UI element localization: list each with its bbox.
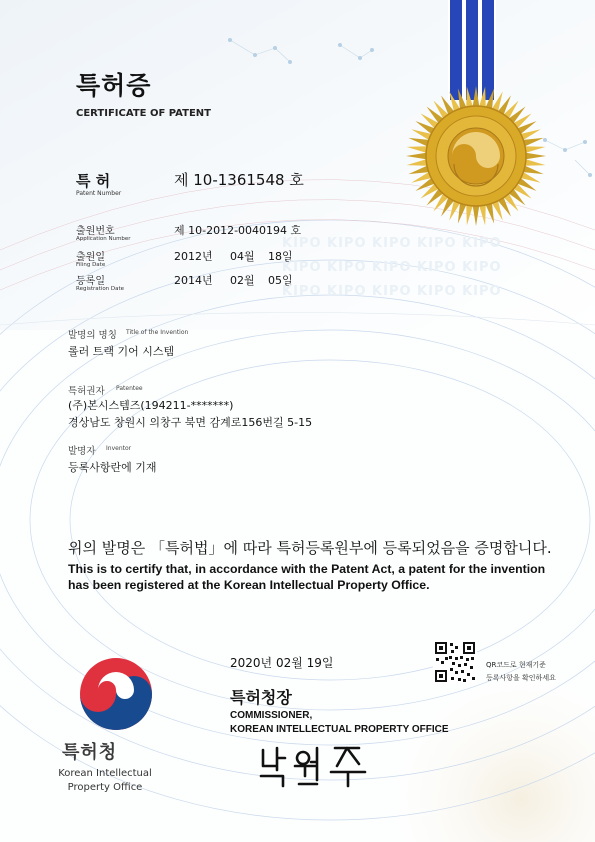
seal-ray bbox=[523, 166, 543, 174]
watermark-text-2: KIPO KIPO KIPO KIPO KIPO bbox=[282, 260, 502, 275]
watermark-text-3: KIPO KIPO KIPO KIPO KIPO bbox=[282, 284, 502, 299]
patentee-label-en: Patentee bbox=[116, 385, 143, 392]
certificate-title: 특허증 bbox=[76, 71, 152, 100]
seal-ray bbox=[479, 87, 485, 107]
office-name-ko: 특허청 bbox=[62, 742, 118, 763]
application-number-label-en: Application Number bbox=[76, 236, 131, 242]
office-name-en-line1: Korean Intellectual bbox=[58, 768, 152, 779]
office-name-en-line2: Property Office bbox=[67, 782, 143, 793]
patent-number-value: 제 10-1361548 호 bbox=[174, 171, 304, 189]
seal-ray bbox=[526, 153, 546, 160]
registration-date-month: 02월 bbox=[230, 274, 255, 287]
seal-ray bbox=[408, 138, 428, 146]
inventor-value: 등록사항란에 기재 bbox=[68, 461, 157, 474]
patentee-address: 경상남도 창원시 의창구 북면 감계로156번길 5-15 bbox=[68, 416, 313, 429]
invention-label: 발명의 명칭 bbox=[68, 330, 117, 341]
filing-date-month: 04월 bbox=[230, 250, 255, 263]
watermark-text-1: KIPO KIPO KIPO KIPO KIPO bbox=[282, 236, 502, 251]
seal-ray bbox=[466, 87, 472, 107]
signature-image bbox=[255, 740, 385, 790]
qr-note-line1: QR코드로 현재기준 bbox=[486, 661, 546, 669]
patent-number-label: 특 허 bbox=[76, 172, 111, 190]
seal-ray bbox=[473, 206, 480, 226]
seal-ray bbox=[407, 146, 427, 152]
seal-ray bbox=[523, 138, 543, 146]
seal-ray bbox=[525, 159, 545, 165]
commissioner-title: 특허청장 bbox=[230, 688, 292, 707]
registration-date-year: 2014년 bbox=[174, 274, 213, 287]
application-number-label: 출원번호 bbox=[76, 226, 115, 237]
registration-date-label: 등록일 bbox=[76, 276, 105, 287]
inventor-label-en: Inventor bbox=[106, 445, 132, 452]
patentee-name: (주)본시스템즈(194211-*******) bbox=[68, 399, 234, 412]
qr-note-line2: 등록사항을 확인하세요 bbox=[486, 674, 556, 682]
seal-ray bbox=[486, 88, 494, 108]
commissioner-title-en-line2: KOREAN INTELLECTUAL PROPERTY OFFICE bbox=[230, 724, 449, 735]
invention-title: 롤러 트랙 기어 시스템 bbox=[68, 345, 175, 358]
taeguk-emblem-icon bbox=[78, 656, 154, 732]
filing-date-day: 18일 bbox=[268, 250, 293, 263]
certification-statement-en-line1: This is to certify that, in accordance with the Patent Act, a patent for the invention bbox=[68, 562, 546, 576]
application-number-value: 제 10-2012-0040194 호 bbox=[174, 224, 302, 237]
seal-ray bbox=[458, 203, 466, 223]
seal-ray bbox=[473, 86, 480, 106]
registration-date-day: 05일 bbox=[268, 274, 293, 287]
seal-ray bbox=[525, 146, 545, 152]
filing-date-year: 2012년 bbox=[174, 250, 213, 263]
seal-ray bbox=[408, 166, 428, 174]
certification-statement-en-line2: has been registered at the Korean Intellectual Property Office. bbox=[68, 578, 430, 592]
seal-ray bbox=[458, 88, 466, 108]
filing-date-label-en: Filing Date bbox=[76, 262, 106, 268]
patentee-label: 특허권자 bbox=[68, 386, 105, 397]
filing-date-label: 출원일 bbox=[76, 252, 105, 263]
seal-ray bbox=[407, 159, 427, 165]
inventor-label: 발명자 bbox=[68, 446, 96, 457]
seal-ray bbox=[406, 153, 426, 160]
patent-number-label-en: Patent Number bbox=[76, 190, 122, 197]
invention-label-en: Title of the Invention bbox=[126, 329, 189, 336]
seal-ray bbox=[479, 205, 485, 225]
commissioner-title-en-line1: COMMISSIONER, bbox=[230, 710, 313, 721]
gold-seal-icon bbox=[402, 82, 550, 230]
certificate-title-en: CERTIFICATE OF PATENT bbox=[76, 108, 211, 119]
seal-ray bbox=[486, 203, 494, 223]
certification-statement-ko: 위의 발명은 「특허법」에 따라 특허등록원부에 등록되었음을 증명합니다. bbox=[68, 539, 552, 557]
qr-code-icon bbox=[433, 640, 477, 684]
seal-ray bbox=[466, 205, 472, 225]
registration-date-label-en: Registration Date bbox=[76, 286, 125, 292]
issue-date: 2020년 02월 19일 bbox=[230, 656, 334, 670]
